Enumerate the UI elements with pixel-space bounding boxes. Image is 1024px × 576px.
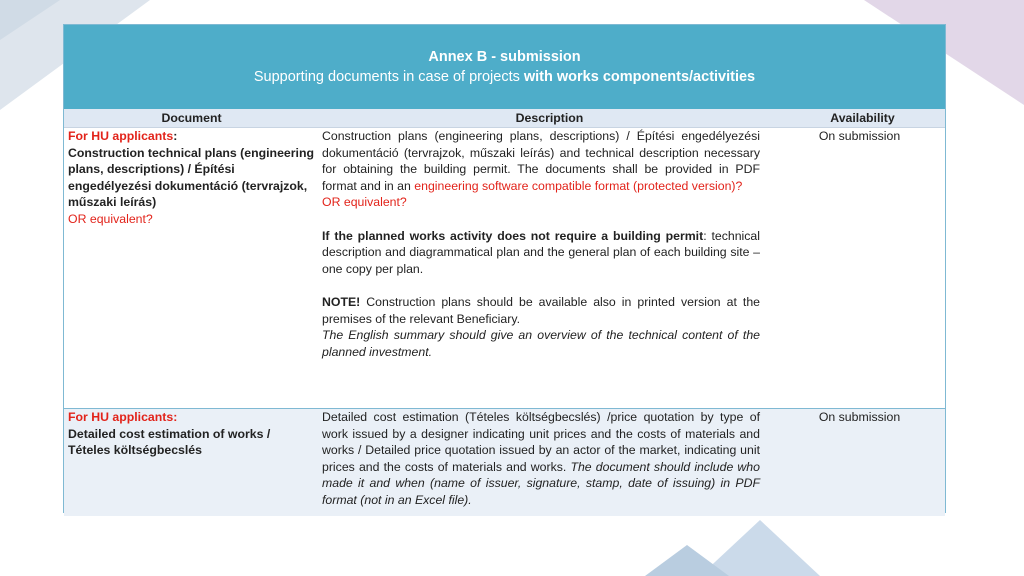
annex-subtitle-bold: with works components/activities <box>523 69 756 85</box>
table-row <box>64 409 945 517</box>
row1-description-paragraph-2 <box>322 228 760 278</box>
row1-desc-or-equivalent: OR equivalent? <box>322 195 407 210</box>
row2-document-cell <box>64 409 319 517</box>
annex-title: Annex B - submission <box>428 49 581 65</box>
row1-description-paragraph-1 <box>322 128 760 211</box>
row1-document-cell <box>64 128 319 409</box>
header-availability: Availability <box>780 109 945 128</box>
row2-availability-cell: On submission <box>780 409 945 517</box>
row2-description-cell <box>319 409 780 517</box>
row1-applicant-label: For HU applicants <box>68 129 174 143</box>
row2-document-title: Detailed cost estimation of works / Tételes költségbecslés <box>68 426 271 458</box>
header-description: Description <box>319 109 780 128</box>
documents-table <box>64 109 945 516</box>
row1-desc-p1-text: Construction plans (engineering plans, descriptions) / Építési engedélyezési dokumentáció (tervrajzok, műszaki leírás) and technical description necessary for obtaining the building permit. The documents shall be provided in PDF format and in an <box>322 129 760 193</box>
row1-desc-p3-text: Construction plans should be available also in printed version at the premises of the relevant Beneficiary. <box>322 294 760 326</box>
annex-table-frame <box>63 24 946 513</box>
header-document: Document <box>64 109 319 128</box>
row1-desc-p1-red: engineering software compatible format (protected version)? <box>414 178 743 193</box>
row1-description-cell <box>319 128 780 409</box>
row1-description-paragraph-3 <box>322 294 760 360</box>
row1-desc-p3-italic: The English summary should give an overview of the technical content of the planned investment. <box>322 328 760 359</box>
row1-availability-cell: On submission <box>780 128 945 409</box>
row1-desc-p2-text: : technical description and diagrammatical plan and the general plan of each building site – one copy per plan. <box>322 228 760 276</box>
annex-banner <box>64 25 945 109</box>
annex-subtitle-plain: Supporting documents in case of projects <box>253 69 524 85</box>
table-header-row <box>64 109 945 128</box>
corner-decoration-top-left-inner <box>0 0 60 40</box>
row2-description-paragraph <box>322 409 760 509</box>
row2-desc-text: Detailed cost estimation (Tételes költségbecslés) /price quotation by type of work issued by a designer indicating unit prices and the costs of materials and works / Detailed price quotation issued by an actor of the market, indicating unit prices and the costs of materials and works. <box>322 410 760 474</box>
row1-applicant-colon: : <box>173 129 178 143</box>
table-row <box>64 128 945 409</box>
row1-document-or-equivalent: OR equivalent? <box>68 211 153 226</box>
row1-document-title: Construction technical plans (engineering plans, descriptions) / Építési engedélyezési dokumentáció (tervrajzok, műszaki leírás) <box>68 145 314 210</box>
row1-desc-p2-bold: If the planned works activity does not require a building permit <box>322 228 704 243</box>
row2-applicant-label: For HU applicants: <box>68 410 178 424</box>
row1-desc-note-label: NOTE! <box>322 294 361 309</box>
bottom-decoration-small <box>645 545 729 576</box>
row2-desc-italic: The document should include who made it and when (name of issuer, signature, stamp, date of issuing) in PDF format (not in an Excel file). <box>322 459 760 507</box>
annex-subtitle <box>254 67 755 87</box>
